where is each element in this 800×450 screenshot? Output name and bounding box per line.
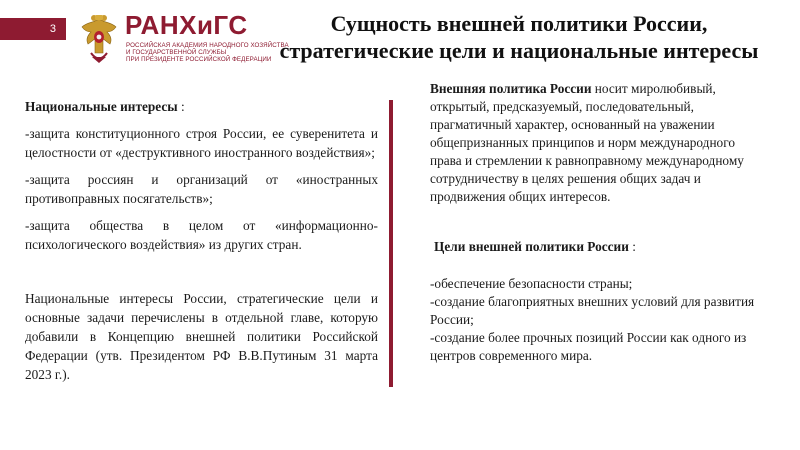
logo-subtitle-line: РОССИЙСКАЯ АКАДЕМИЯ НАРОДНОГО ХОЗЯЙСТВА: [126, 42, 289, 49]
page-title: [250, 10, 788, 64]
national-interests-section: [25, 97, 378, 384]
logo-subtitle-line: ПРИ ПРЕЗИДЕНТЕ РОССИЙСКОЙ ФЕДЕРАЦИИ: [126, 56, 272, 64]
list-item: -создание благоприятных внешних условий для развития России;: [430, 294, 755, 327]
intro-bold-text: Внешняя политика России: [430, 81, 592, 96]
foreign-policy-intro: [430, 80, 760, 206]
list-item: -создание более прочных позиций России как одного из центров современного мира.: [430, 330, 747, 363]
heading-bold-text: Национальные интересы: [25, 99, 178, 114]
title-line-1: Сущность внешней политики России,: [330, 11, 708, 36]
national-interests-heading: [25, 97, 378, 116]
intro-text: носит миролюбивый, открытый, предсказуемый, последовательный, прагматичный характер, основанный на уважении общепризнанных принципов и норм международного права и стремлении к равноправному международному сотрудничеству в целях решения общих задач и продвижения общих интересов.: [430, 81, 744, 204]
logo-wordmark: РАНХиГС: [125, 10, 248, 40]
vertical-divider: [389, 100, 393, 387]
concept-note: Национальные интересы России, стратегические цели и основные задачи перечислены в отдельной главе, которую добавили в Концепцию внешней политики Российской Федерации (утв. Президентом РФ В.В.Путиным 31 марта 2023 г.).: [25, 291, 378, 382]
title-line-2: стратегические цели и национальные интересы: [279, 38, 759, 63]
goals-list: [430, 275, 760, 365]
list-item: -обеспечение безопасности страны;: [430, 276, 633, 291]
eagle-emblem-icon: [79, 13, 119, 65]
heading-suffix: :: [177, 99, 185, 114]
logo-subtitle-line: И ГОСУДАРСТВЕННОЙ СЛУЖБЫ: [126, 49, 227, 57]
slide-number: 3: [0, 18, 66, 40]
foreign-policy-section: [430, 80, 760, 365]
list-item: -защита конституционного строя России, ее суверенитета и целостности от «деструктивного иностранного воздействия»;: [25, 126, 378, 160]
list-item: -защита общества в целом от «информационно-психологического воздействия» из других стран.: [25, 218, 378, 252]
goals-heading-suffix: :: [628, 239, 636, 254]
goals-heading-text: Цели внешней политики России: [434, 239, 629, 254]
goals-heading: [430, 238, 760, 256]
list-item: -защита россиян и организаций от «иностранных противоправных посягательств»;: [25, 172, 378, 206]
